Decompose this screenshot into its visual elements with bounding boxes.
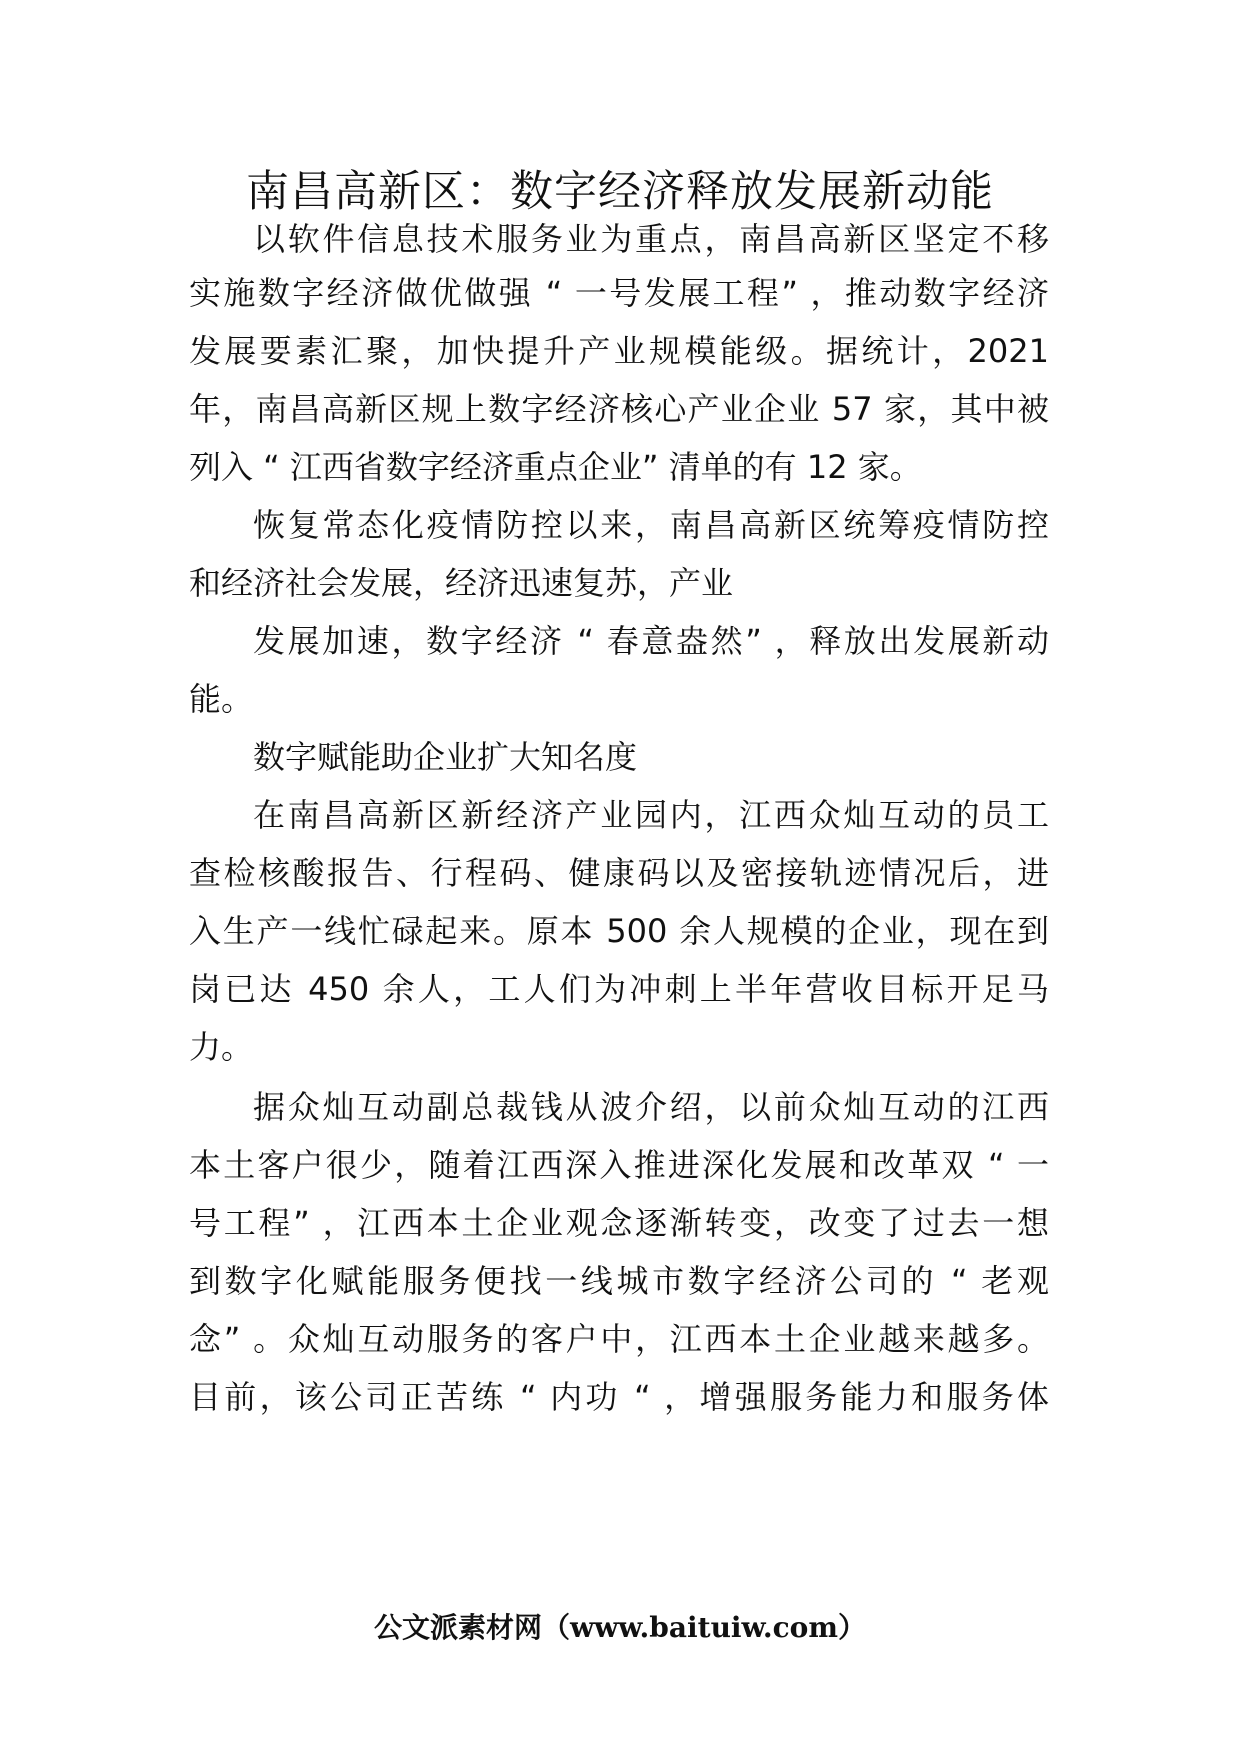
paragraph-line: 念” 。众灿互动服务的客户中，江西本土企业越来越多。 [189,1320,1049,1358]
paragraph-line: 到数字化赋能服务便找一线城市数字经济公司的 “ 老观 [189,1262,1049,1300]
paragraph-line: 据众灿互动副总裁钱从波介绍，以前众灿互动的江西 [253,1088,1049,1126]
paragraph-line: 能。 [189,680,254,718]
paragraph-line: 查检核酸报告、行程码、健康码以及密接轨迹情况后，进 [189,854,1049,892]
footer-watermark: 公文派素材网（www.baituiw.com） [374,1611,866,1644]
paragraph-line: 列入 “ 江西省数字经济重点企业” 清单的有 12 家。 [189,448,922,486]
paragraph-line: 号工程” ，江西本土企业观念逐渐转变，改变了过去一想 [189,1204,1049,1242]
paragraph-line: 岗已达 450 余人，工人们为冲刺上半年营收目标开足马 [189,970,1049,1008]
paragraph-line: 以软件信息技术服务业为重点，南昌高新区坚定不移 [253,220,1049,258]
paragraph-line: 发展要素汇聚，加快提升产业规模能级。据统计，2021 [189,332,1049,370]
paragraph-line: 目前，该公司正苦练 “ 内功 “ ，增强服务能力和服务体 [189,1378,1049,1416]
paragraph-line: 在南昌高新区新经济产业园内，江西众灿互动的员工 [253,796,1049,834]
paragraph-line: 发展加速，数字经济 “ 春意盎然” ，释放出发展新动 [253,622,1049,660]
paragraph-line: 和经济社会发展，经济迅速复苏，产业 [189,564,734,602]
paragraph-line: 本土客户很少，随着江西深入推进深化发展和改革双 “ 一 [189,1146,1049,1184]
paragraph-line: 力。 [189,1028,254,1066]
section-heading: 数字赋能助企业扩大知名度 [253,738,638,776]
document-title: 南昌高新区：数字经济释放发展新动能 [246,167,994,217]
paragraph-line: 年，南昌高新区规上数字经济核心产业企业 57 家，其中被 [189,390,1049,428]
paragraph-line: 入生产一线忙碌起来。原本 500 余人规模的企业，现在到 [189,912,1049,950]
paragraph-line: 恢复常态化疫情防控以来，南昌高新区统筹疫情防控 [253,506,1049,544]
paragraph-line: 实施数字经济做优做强 “ 一号发展工程” ，推动数字经济 [189,274,1049,312]
